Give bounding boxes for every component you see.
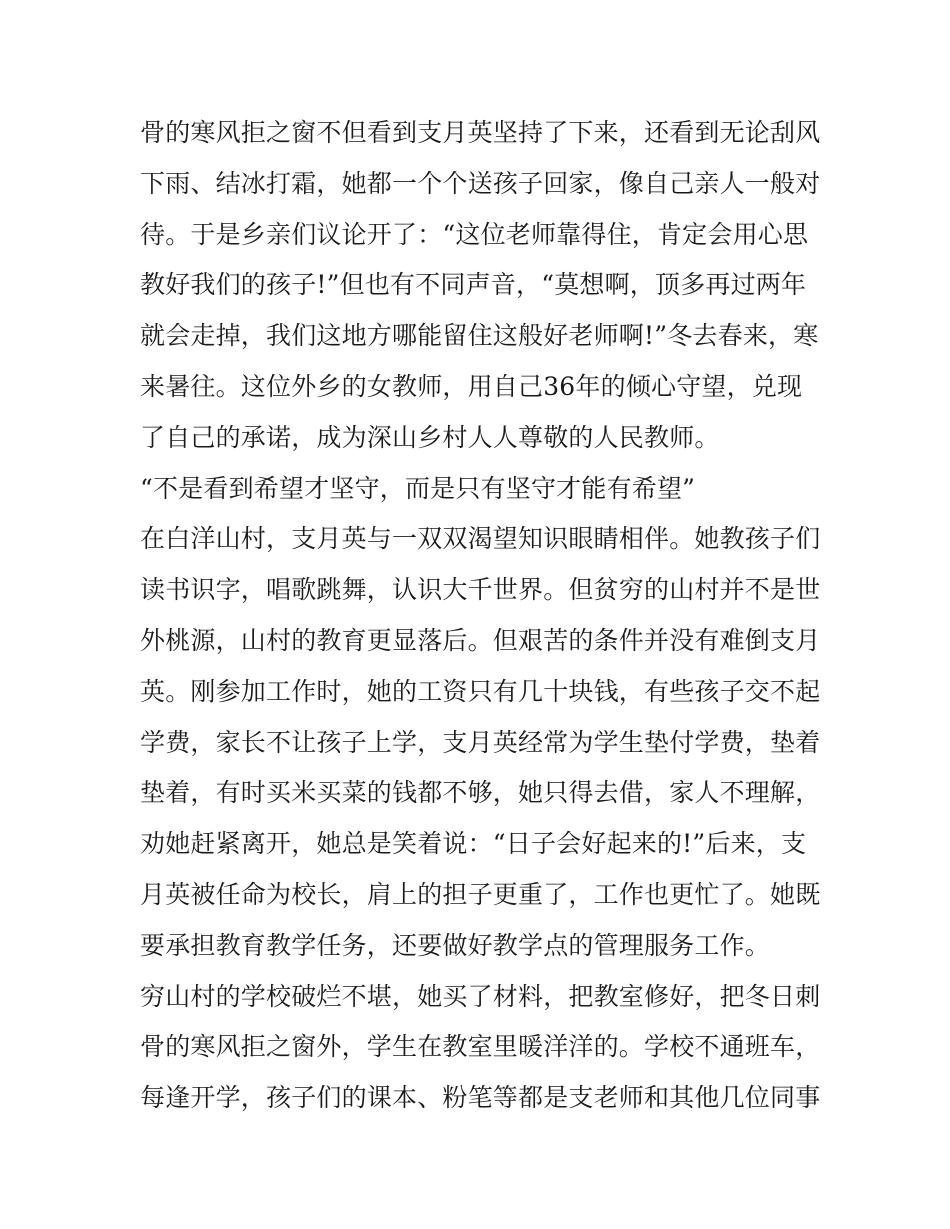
text-line: 骨的寒风拒之窗外，学生在教室里暖洋洋的。学校不通班车，: [140, 1032, 820, 1062]
article-body: [140, 108, 820, 1124]
text-line: 下雨、结冰打霜，她都一个个送孩子回家，像自己亲人一般对: [140, 168, 820, 198]
section-heading: “不是看到希望才坚守，而是只有坚守才能有希望”: [140, 473, 696, 503]
text-line: 月英被任命为校长，肩上的担子更重了，工作也更忙了。她既: [140, 879, 820, 909]
text-line: 穷山村的学校破烂不堪，她买了材料，把教室修好，把冬日刺: [140, 981, 820, 1011]
text-line: 英。刚参加工作时，她的工资只有几十块钱，有些孩子交不起: [140, 676, 820, 706]
text-line: 了自己的承诺，成为深山乡村人人尊敬的人民教师。: [140, 422, 720, 452]
text-line: 每逢开学，孩子们的课本、粉笔等都是支老师和其他几位同事: [140, 1083, 820, 1113]
text-line: 外桃源，山村的教育更显落后。但艰苦的条件并没有难倒支月: [140, 625, 820, 655]
text-line: 学费，家长不让孩子上学，支月英经常为学生垫付学费，垫着: [140, 727, 820, 757]
text-line: 就会走掉，我们这地方哪能留住这般好老师啊!”冬去春来，寒: [140, 321, 819, 351]
text-line: 教好我们的孩子!”但也有不同声音，“莫想啊，顶多再过两年: [140, 270, 807, 300]
text-line: 在白洋山村，支月英与一双双渴望知识眼睛相伴。她教孩子们: [140, 524, 820, 554]
text-line: 骨的寒风拒之窗不但看到支月英坚持了下来，还看到无论刮风: [140, 118, 820, 147]
text-line: 要承担教育教学任务，还要做好教学点的管理服务工作。: [140, 930, 771, 960]
text-line: 劝她赶紧离开，她总是笑着说：“日子会好起来的!”后来，支: [140, 829, 807, 859]
text-line: 读书识字，唱歌跳舞，认识大千世界。但贫穷的山村并不是世: [140, 575, 820, 605]
text-line: 待。于是乡亲们议论开了：“这位老师靠得住，肯定会用心思: [140, 219, 809, 249]
text-line: 来暑往。这位外乡的女教师，用自己36年的倾心守望，兑现: [140, 371, 803, 401]
text-line: 垫着，有时买米买菜的钱都不够，她只得去借，家人不理解，: [140, 778, 820, 808]
